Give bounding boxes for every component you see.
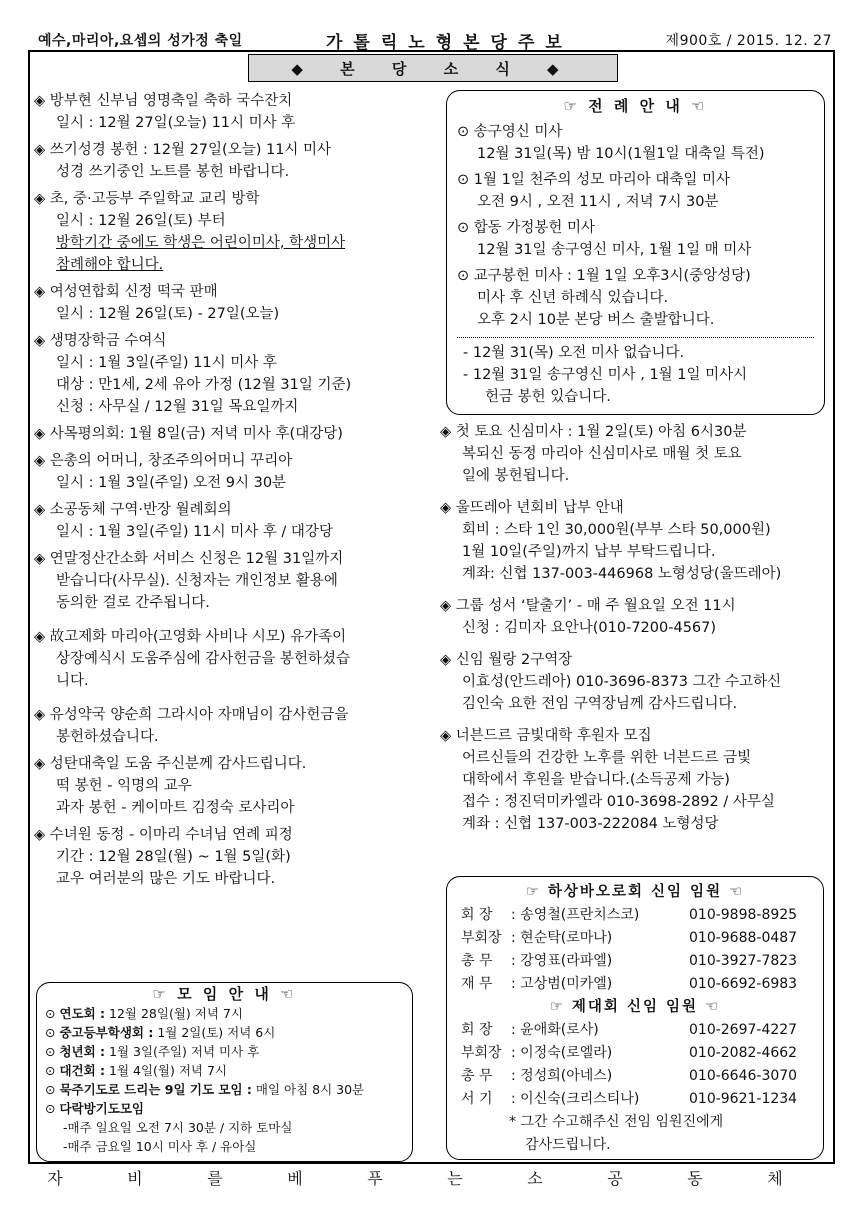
meeting-name: 중고등부학생회 : bbox=[59, 1025, 154, 1040]
liturgy-entry bbox=[457, 217, 814, 261]
officers-section-title: ☞ 제대회 신임 임원 ☜ bbox=[549, 999, 721, 1015]
notice-line: 기간 : 12월 28일(월) ~ 1월 5일(화) bbox=[56, 849, 291, 865]
notice-line: 일시 : 12월 26일(토) 부터 bbox=[56, 213, 226, 229]
footer-char: 비 bbox=[127, 1169, 181, 1188]
officer-phone: 010-2697-4227 bbox=[689, 1022, 798, 1038]
notice-line: 신청 : 사무실 / 12월 31일 목요일까지 bbox=[56, 399, 299, 415]
right-notices bbox=[440, 421, 835, 835]
footer-char: 를 bbox=[207, 1169, 261, 1188]
meeting-detail: 1월 4일(월) 저녁 7시 bbox=[105, 1063, 227, 1078]
notice-item bbox=[440, 421, 835, 487]
feast-title: 예수,마리아,요셉의 성가정 축일 bbox=[38, 33, 243, 49]
notice-item bbox=[440, 649, 835, 715]
notice-item bbox=[440, 725, 835, 835]
notice-line: 봉헌하셨습니다. bbox=[56, 729, 159, 745]
liturgy-box bbox=[446, 90, 825, 415]
notice-item bbox=[34, 281, 434, 325]
notice-title: ◈ 연말정산간소화 서비스 신청은 12월 31일까지 bbox=[34, 548, 434, 570]
officer-role: 서 기 bbox=[461, 1091, 493, 1107]
officer-phone: 010-6646-3070 bbox=[689, 1068, 798, 1084]
notice-line: 대학에서 후원을 받습니다.(소득공제 가능) bbox=[462, 772, 730, 788]
officers-box bbox=[446, 876, 824, 1160]
notice-title: ◈ 수녀원 동정 - 이마리 수녀님 연례 피정 bbox=[34, 824, 434, 846]
officer-phone: 010-9898-8925 bbox=[689, 907, 798, 923]
notice-title: ◈ 소공동체 구역·반장 월례회의 bbox=[34, 499, 434, 521]
thanks-note: * 그간 수고해주신 전임 임원진에게 bbox=[509, 1114, 724, 1130]
officer-row bbox=[461, 973, 809, 996]
footer-char: 는 bbox=[447, 1169, 501, 1188]
officer-name: : 현순탁(로마나) bbox=[511, 930, 613, 946]
bulletin-name: 가톨릭노형본당주보 bbox=[326, 33, 573, 53]
liturgy-entry-title: ⊙ 송구영신 미사 bbox=[457, 124, 562, 140]
meeting-name: 다락방기도모임 bbox=[59, 1101, 144, 1116]
footer-char: 체 bbox=[767, 1169, 821, 1188]
notice-line: 일시 : 1월 3일(주일) 오전 9시 30분 bbox=[56, 475, 287, 491]
meeting-marker bbox=[45, 1063, 59, 1078]
notice-title: ◈ 은총의 어머니, 창조주의어머니 꾸리아 bbox=[34, 450, 434, 472]
notice-line: 회비 : 스타 1인 30,000원(부부 스타 50,000원) bbox=[462, 522, 771, 538]
meeting-entry bbox=[45, 1004, 404, 1023]
notice-line: 김인숙 요한 전임 구역장님께 감사드립니다. bbox=[462, 696, 738, 712]
notice-line: 상장예식시 도움주심에 감사헌금을 봉헌하셨습 bbox=[56, 651, 350, 667]
meetings-box bbox=[36, 982, 413, 1162]
officer-phone: 010-2082-4662 bbox=[689, 1045, 798, 1061]
notice-line: 일시 : 12월 27일(오늘) 11시 미사 후 bbox=[56, 115, 296, 131]
masthead bbox=[34, 28, 834, 53]
notice-item bbox=[34, 499, 434, 543]
notice-line: 떡 봉헌 - 익명의 교우 bbox=[56, 778, 192, 794]
officer-row bbox=[461, 1065, 809, 1088]
liturgy-entry-title: ⊙ 합동 가정봉헌 미사 bbox=[457, 220, 595, 236]
officer-role: 부회장 bbox=[461, 930, 502, 946]
officer-name: : 정성희(아네스) bbox=[511, 1068, 613, 1084]
thanks-note: 감사드립니다. bbox=[525, 1137, 611, 1153]
meeting-marker bbox=[45, 1101, 59, 1116]
notice-line: 계좌 : 신협 137-003-222084 노형성당 bbox=[462, 816, 719, 832]
notice-title: ◈ 첫 토요 신심미사 : 1월 2일(토) 아침 6시30분 bbox=[440, 421, 835, 443]
meeting-sub-line: -매주 금요일 10시 미사 후 / 유아실 bbox=[63, 1139, 257, 1154]
section-banner: ◆ 본 당 소 식 ◆ bbox=[248, 54, 618, 82]
liturgy-entries bbox=[457, 121, 814, 331]
notice-item bbox=[34, 423, 434, 445]
officer-role: 총 무 bbox=[461, 953, 493, 969]
left-column bbox=[34, 90, 434, 895]
meeting-entry bbox=[45, 1099, 404, 1118]
meeting-detail: 1월 2일(토) 저녁 6시 bbox=[153, 1025, 276, 1040]
meeting-entry bbox=[45, 1080, 404, 1099]
footer-char: 자 bbox=[47, 1169, 101, 1188]
officer-name: : 송영철(프란치스코) bbox=[511, 907, 640, 923]
liturgy-note: - 12월 31일 송구영신 미사 , 1월 1일 미사시 bbox=[463, 367, 748, 383]
liturgy-note: - 12월 31(목) 오전 미사 없습니다. bbox=[463, 345, 685, 361]
notice-item bbox=[34, 90, 434, 134]
liturgy-entry-line: 12월 31일(목) 밤 10시(1월1일 대축일 특전) bbox=[477, 146, 765, 162]
meetings-entries bbox=[45, 1004, 404, 1118]
liturgy-title: ☞ 전 례 안 내 ☜ bbox=[563, 97, 708, 115]
notice-line: 니다. bbox=[56, 673, 89, 689]
notice-title: ◈ 성탄대축일 도움 주신분께 감사드립니다. bbox=[34, 753, 434, 775]
meeting-name: 대건회 : bbox=[59, 1063, 106, 1078]
notice-item bbox=[34, 753, 434, 819]
officers-list bbox=[461, 1019, 809, 1111]
notice-line: 1월 10일(주일)까지 납부 부탁드립니다. bbox=[462, 544, 716, 560]
notice-title: ◈ 생명장학금 수여식 bbox=[34, 330, 434, 352]
notice-item bbox=[440, 595, 835, 639]
meeting-detail: 1월 3일(주일) 저녁 미사 후 bbox=[105, 1044, 260, 1059]
notice-line: 어르신들의 건강한 노후를 위한 너븐드르 금빛 bbox=[462, 750, 752, 766]
notice-title: ◈ 여성연합회 신정 떡국 판매 bbox=[34, 281, 434, 303]
notice-line: 접수 : 정진덕미카엘라 010-3698-2892 / 사무실 bbox=[462, 794, 775, 810]
liturgy-entry-title: ⊙ 교구봉헌 미사 : 1월 1일 오후3시(중앙성당) bbox=[457, 268, 751, 284]
liturgy-entry-title: ⊙ 1월 1일 천주의 성모 마리아 대축일 미사 bbox=[457, 172, 730, 188]
officer-role: 회 장 bbox=[461, 907, 493, 923]
footer-char: 베 bbox=[287, 1169, 341, 1188]
notice-title: ◈ 초, 중·고등부 주일학교 교리 방학 bbox=[34, 188, 434, 210]
meeting-marker bbox=[45, 1025, 59, 1040]
officer-row bbox=[461, 1042, 809, 1065]
footer-char: 공 bbox=[607, 1169, 661, 1188]
notice-line: 대상 : 만1세, 2세 유아 가정 (12월 31일 기준) bbox=[56, 377, 352, 393]
notice-item bbox=[34, 704, 434, 748]
notice-item bbox=[34, 139, 434, 183]
dotted-divider bbox=[457, 337, 814, 338]
notice-item bbox=[34, 824, 434, 890]
issue-number: 제900호 / 2015. 12. 27 bbox=[665, 33, 832, 49]
footer-motto bbox=[34, 1166, 834, 1189]
notice-line: 이효성(안드레아) 010-3696-8373 그간 수고하신 bbox=[462, 674, 782, 690]
meeting-name: 묵주기도로 드리는 9일 기도 모임 : bbox=[59, 1082, 252, 1097]
officer-name: : 강영표(라파엘) bbox=[511, 953, 613, 969]
officer-row bbox=[461, 1088, 809, 1111]
notice-title: ◈ 울뜨레아 년회비 납부 안내 bbox=[440, 497, 835, 519]
notice-line: 과자 봉헌 - 케이마트 김정숙 로사리아 bbox=[56, 800, 295, 816]
officer-name: : 고상범(미카엘) bbox=[511, 976, 613, 992]
meeting-entry bbox=[45, 1023, 404, 1042]
officer-name: : 이신숙(크리스티나) bbox=[511, 1091, 640, 1107]
officer-role: 부회장 bbox=[461, 1045, 502, 1061]
liturgy-entry-line: 오후 2시 10분 본당 버스 출발합니다. bbox=[477, 312, 715, 328]
notice-line: 일시 : 1월 3일(주일) 11시 미사 후 bbox=[56, 355, 277, 371]
notice-line: 동의한 걸로 간주됩니다. bbox=[56, 595, 210, 611]
meeting-detail: 매일 아침 8시 30분 bbox=[251, 1082, 365, 1097]
notice-item bbox=[34, 330, 434, 418]
right-column bbox=[440, 90, 835, 845]
notice-line: 성경 쓰기중인 노트를 봉헌 바랍니다. bbox=[56, 164, 290, 180]
officer-row bbox=[461, 927, 809, 950]
notice-item bbox=[34, 188, 434, 276]
notice-title: ◈ 유성약국 양순희 그라시아 자매님이 감사헌금을 bbox=[34, 704, 434, 726]
notice-line: 일시 : 1월 3일(주일) 11시 미사 후 / 대강당 bbox=[56, 524, 333, 540]
notice-title: ◈ 너븐드르 금빛대학 후원자 모집 bbox=[440, 725, 835, 747]
notice-title: ◈ 故고제화 마리아(고영화 사비나 시모) 유가족이 bbox=[34, 626, 434, 648]
notice-line: 받습니다(사무실). 신청자는 개인정보 활용에 bbox=[56, 573, 338, 589]
notice-line: 참례해야 합니다. bbox=[56, 257, 164, 273]
officers-section-title: ☞ 하상바오로회 신임 임원 ☜ bbox=[525, 884, 745, 900]
officer-phone: 010-9621-1234 bbox=[689, 1091, 798, 1107]
meeting-marker bbox=[45, 1044, 59, 1059]
notice-line: 일에 봉헌됩니다. bbox=[462, 468, 570, 484]
notice-item bbox=[34, 626, 434, 692]
footer-char: 동 bbox=[687, 1169, 741, 1188]
meeting-name: 연도회 : bbox=[59, 1006, 106, 1021]
notice-title: ◈ 쓰기성경 봉헌 : 12월 27일(오늘) 11시 미사 bbox=[34, 139, 434, 161]
liturgy-entry bbox=[457, 169, 814, 213]
liturgy-entry bbox=[457, 121, 814, 165]
notice-title: ◈ 그룹 성서 ‘탈출기’ - 매 주 월요일 오전 11시 bbox=[440, 595, 835, 617]
officer-name: : 윤애화(로사) bbox=[511, 1022, 599, 1038]
liturgy-entry-line: 오전 9시 , 오전 11시 , 저녁 7시 30분 bbox=[477, 194, 719, 210]
officer-role: 재 무 bbox=[461, 976, 493, 992]
officers-list bbox=[461, 904, 809, 996]
officer-row bbox=[461, 904, 809, 927]
notice-line: 계좌: 신협 137-003-446968 노형성당(울뜨레아) bbox=[462, 566, 782, 582]
meeting-entry bbox=[45, 1042, 404, 1061]
meeting-name: 청년회 : bbox=[59, 1044, 106, 1059]
officer-role: 회 장 bbox=[461, 1022, 493, 1038]
meeting-marker bbox=[45, 1006, 59, 1021]
notice-line: 방학기간 중에도 학생은 어린이미사, 학생미사 bbox=[56, 235, 346, 251]
officer-phone: 010-6692-6983 bbox=[689, 976, 798, 992]
notice-line: 신청 : 김미자 요안나(010-7200-4567) bbox=[462, 620, 717, 636]
officer-row bbox=[461, 950, 809, 973]
footer-char: 소 bbox=[527, 1169, 581, 1188]
notice-item bbox=[34, 450, 434, 494]
notice-line: 일시 : 12월 26일(토) - 27일(오늘) bbox=[56, 306, 280, 322]
officer-phone: 010-3927-7823 bbox=[689, 953, 798, 969]
officer-role: 총 무 bbox=[461, 1068, 493, 1084]
notice-title: ◈ 사목평의회: 1월 8일(금) 저녁 미사 후(대강당) bbox=[34, 423, 434, 445]
officer-name: : 이정숙(로엘라) bbox=[511, 1045, 613, 1061]
notice-item bbox=[440, 497, 835, 585]
meetings-title: ☞ 모 임 안 내 ☜ bbox=[152, 985, 297, 1003]
notice-title: ◈ 방부현 신부님 영명축일 축하 국수잔치 bbox=[34, 90, 434, 112]
footer-char: 푸 bbox=[367, 1169, 421, 1188]
meeting-detail: 12월 28일(월) 저녁 7시 bbox=[105, 1006, 243, 1021]
notice-line: 복되신 동정 마리아 신심미사로 매월 첫 토요 bbox=[462, 446, 742, 462]
meeting-entry bbox=[45, 1061, 404, 1080]
officer-row bbox=[461, 1019, 809, 1042]
notice-title: ◈ 신임 월랑 2구역장 bbox=[440, 649, 835, 671]
meeting-sub-line: -매주 일요일 오전 7시 30분 / 지하 토마실 bbox=[63, 1120, 293, 1135]
liturgy-entry-line: 미사 후 신년 하례식 있습니다. bbox=[477, 290, 669, 306]
liturgy-entry bbox=[457, 265, 814, 331]
liturgy-note: 헌금 봉헌 있습니다. bbox=[485, 389, 611, 405]
liturgy-entry-line: 12월 31일 송구영신 미사, 1월 1일 매 미사 bbox=[477, 242, 752, 258]
meeting-marker bbox=[45, 1082, 59, 1097]
officer-phone: 010-9688-0487 bbox=[689, 930, 798, 946]
notice-line: 교우 여러분의 많은 기도 바랍니다. bbox=[56, 871, 276, 887]
notice-item bbox=[34, 548, 434, 614]
